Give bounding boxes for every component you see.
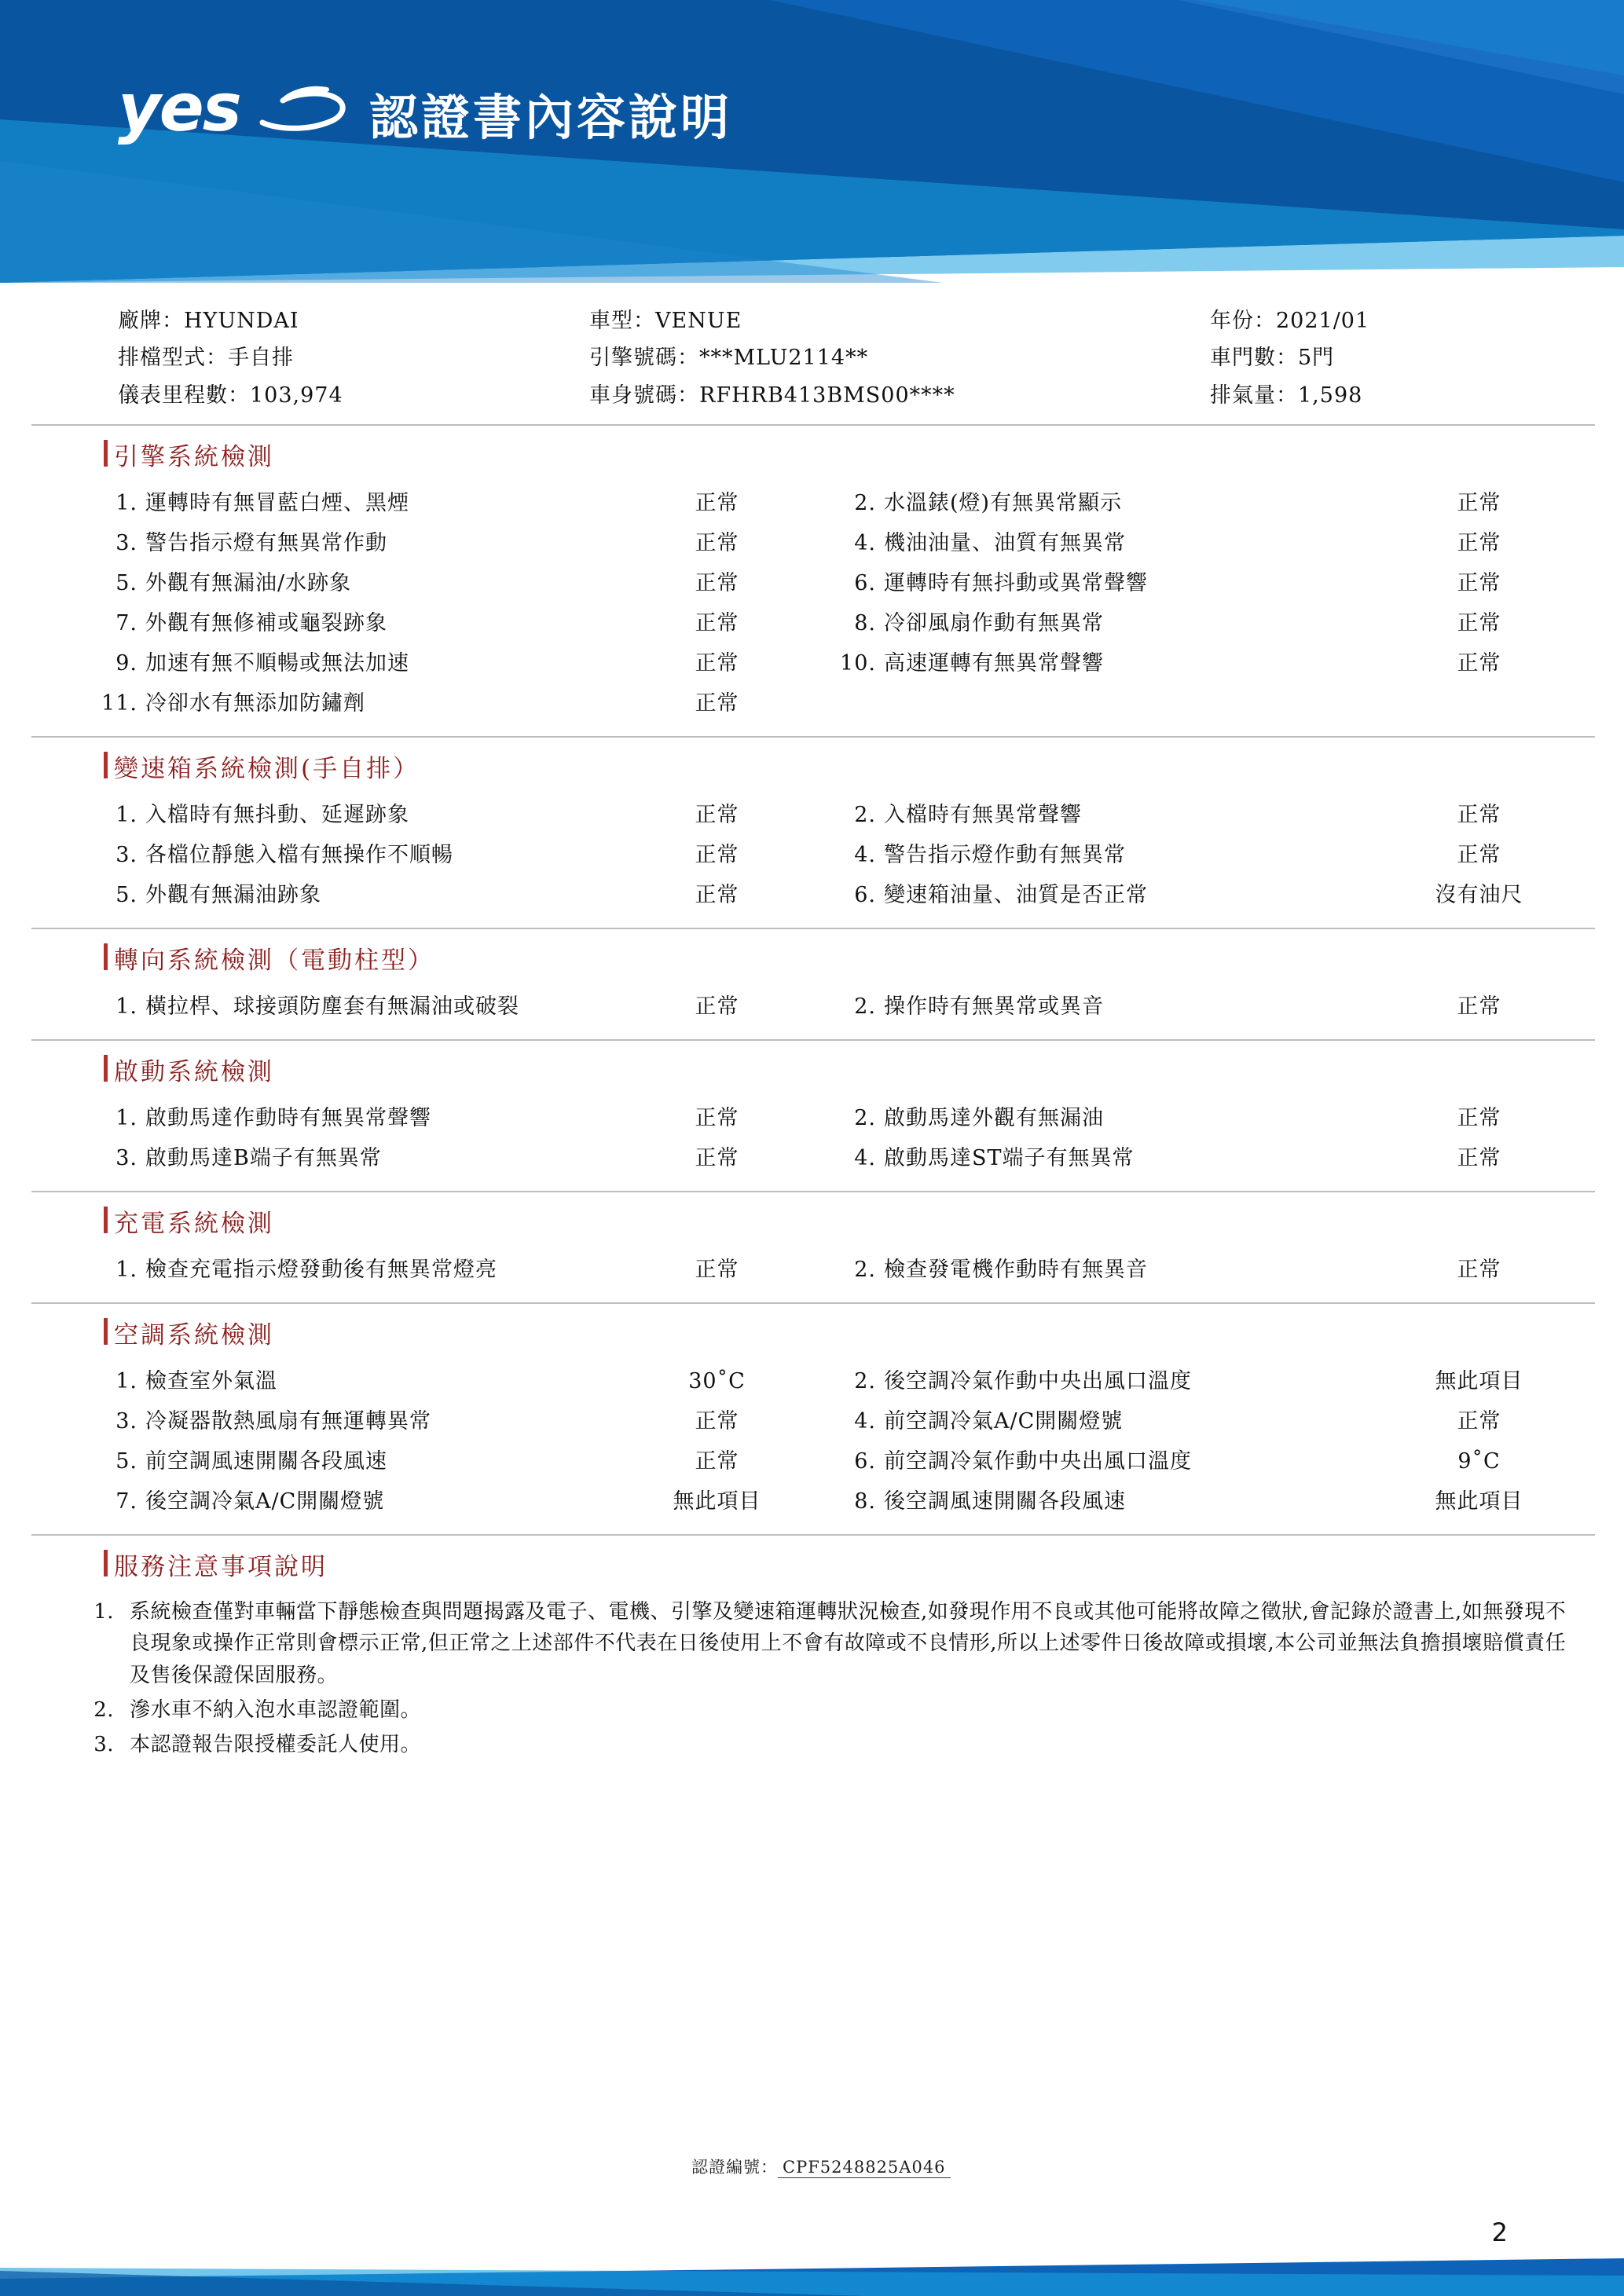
item-number: 1. [115,994,137,1019]
item-result: 正常 [695,994,739,1019]
note-text: 本認證報告限授權委託人使用。 [130,1733,422,1757]
item-result: 正常 [695,1449,739,1474]
note-item [31,1727,1595,1762]
item-number: 2. [854,491,876,515]
item-label: 檢查充電指示燈發動後有無異常燈亮 [145,1258,497,1282]
item-number: 1. [115,1258,137,1282]
section-starter [31,1041,1595,1191]
item-number: 6. [854,883,876,907]
item-number: 2. [854,803,876,827]
item-number: 4. [854,843,876,867]
item-number: 5. [115,883,137,907]
section-engine [31,426,1595,736]
vehicle-info-row [118,339,1509,376]
item-label: 冷卻水有無添加防鏽劑 [145,691,365,716]
item-label: 啟動馬達作動時有無異常聲響 [145,1106,431,1130]
inspection-row [31,603,1595,643]
section-marker-icon [104,1550,108,1576]
note-number: 1. [93,1600,114,1624]
vehicle-info-row [118,302,1509,339]
item-label: 前空調冷氣A/C開關燈號 [884,1409,1124,1434]
vehicle-displacement: 排氣量：1,598 [1210,383,1363,408]
note-number: 2. [93,1697,114,1722]
item-number: 2. [854,1106,876,1130]
item-label: 檢查發電機作動時有無異音 [884,1258,1148,1282]
item-result: 正常 [695,1146,739,1170]
inspection-row [31,835,1595,875]
item-result: 正常 [695,651,739,676]
inspection-row [31,1401,1595,1441]
item-number: 1. [115,491,137,515]
item-label: 檢查室外氣溫 [145,1369,277,1393]
notes-list [31,1590,1595,1762]
item-label: 警告指示燈作動有無異常 [884,843,1126,867]
note-number: 3. [93,1733,114,1757]
item-number: 6. [854,571,876,595]
item-number: 11. [101,691,137,716]
vehicle-info-block [118,302,1509,414]
item-result: 正常 [1457,1409,1501,1434]
page-header [0,0,1624,283]
item-label: 後空調風速開關各段風速 [884,1489,1126,1514]
section-marker-icon [104,1207,108,1233]
item-label: 冷卻風扇作動有無異常 [884,611,1104,635]
section-items [31,792,1595,928]
item-result: 9˚C [1457,1449,1501,1474]
section-items [31,1247,1595,1302]
item-number: 2. [854,994,876,1019]
inspection-row [31,523,1595,563]
vehicle-year: 年份：2021/01 [1210,309,1370,333]
item-result: 正常 [1457,803,1501,827]
section-marker-icon [104,1055,108,1082]
item-number: 2. [854,1258,876,1282]
item-result: 無此項目 [673,1489,761,1514]
inspection-row [31,987,1595,1027]
page-footer [0,2241,1624,2296]
section-charging [31,1192,1595,1302]
section-aircon [31,1304,1595,1534]
page-title: 認證書內容說明 [369,89,733,146]
section-service-notes [31,1536,1595,1762]
vehicle-info-row [118,377,1509,414]
item-result: 正常 [695,691,739,716]
item-label: 啟動馬達外觀有無漏油 [884,1106,1104,1130]
item-label: 前空調風速開關各段風速 [145,1449,387,1474]
section-marker-icon [104,1318,108,1345]
item-result: 正常 [695,611,739,635]
inspection-row [31,683,1595,723]
item-label: 啟動馬達B端子有無異常 [145,1146,382,1170]
item-label: 高速運轉有無異常聲響 [884,651,1104,676]
item-number: 5. [115,571,137,595]
item-result: 正常 [695,571,739,595]
item-result: 正常 [1457,571,1501,595]
item-number: 3. [115,1409,137,1434]
item-result [1387,693,1571,714]
vehicle-mileage: 儀表里程數：103,974 [118,383,343,408]
item-number: 4. [854,1146,876,1170]
item-result: 正常 [695,531,739,555]
item-label: 運轉時有無抖動或異常聲響 [884,571,1148,595]
section-header [31,738,1595,792]
item-number: 10. [840,651,876,676]
item-label: 前空調冷氣作動中央出風口溫度 [884,1449,1192,1474]
section-header [31,1041,1595,1095]
section-title: 充電系統檢測 [114,1210,274,1238]
item-number: 3. [115,1146,137,1170]
item-result: 正常 [695,1106,739,1130]
note-item [31,1595,1595,1693]
section-header [31,1192,1595,1247]
item-number: 5. [115,1449,137,1474]
item-number: 8. [854,611,876,635]
section-header [31,426,1595,480]
item-number: 4. [854,531,876,555]
vehicle-vin: 車身號碼：RFHRB413BMS00**** [589,383,955,408]
item-result: 正常 [1457,1146,1501,1170]
section-marker-icon [104,440,108,467]
inspection-row [31,1361,1595,1401]
section-steering [31,929,1595,1039]
inspection-row [31,1481,1595,1522]
section-title: 引擎系統檢測 [114,443,274,471]
item-number: 9. [115,651,137,676]
item-label: 加速有無不順暢或無法加速 [145,651,409,676]
note-text: 滲水車不納入泡水車認證範圍。 [130,1697,422,1722]
inspection-content [31,424,1595,1762]
item-number: 1. [115,803,137,827]
vehicle-engine-number: 引擎號碼：***MLU2114** [589,346,869,371]
section-transmission [31,738,1595,928]
inspection-row [31,1098,1595,1138]
item-label: 入檔時有無抖動、延遲跡象 [145,803,409,827]
item-result: 正常 [695,1409,739,1434]
section-marker-icon [104,943,108,970]
section-header [31,1536,1595,1590]
item-number: 7. [115,611,137,635]
item-number: 1. [115,1106,137,1130]
note-item [31,1693,1595,1727]
item-number: 8. [854,1489,876,1514]
item-label: 操作時有無異常或異音 [884,994,1104,1019]
logo-text: yes [118,69,240,146]
item-label [884,693,1387,714]
section-items [31,1095,1595,1191]
item-label: 後空調冷氣作動中央出風口溫度 [884,1369,1192,1393]
certificate-number: CPF5248825A046 [778,2158,951,2178]
inspection-row [31,1138,1595,1178]
item-number: 4. [854,1409,876,1434]
section-marker-icon [104,752,108,778]
item-label: 變速箱油量、油質是否正常 [884,883,1148,907]
vehicle-door-count: 車門數：5門 [1210,346,1335,371]
section-title: 轉向系統檢測（電動柱型） [114,947,434,975]
item-result: 正常 [1457,611,1501,635]
item-label: 各檔位靜態入檔有無操作不順暢 [145,843,453,867]
item-result: 無此項目 [1435,1369,1523,1393]
item-result: 正常 [695,803,739,827]
inspection-row [31,1441,1595,1481]
section-header [31,929,1595,983]
vehicle-brand: 廠牌：HYUNDAI [118,309,299,333]
item-result: 正常 [695,883,739,907]
inspection-row [31,483,1595,523]
item-result: 正常 [1457,1106,1501,1130]
item-label: 後空調冷氣A/C開關燈號 [145,1489,385,1514]
item-number: 3. [115,843,137,867]
item-number: 1. [115,1369,137,1393]
section-header [31,1304,1595,1358]
page-number: 2 [1491,2217,1508,2247]
item-label: 警告指示燈有無異常作動 [145,531,387,555]
item-result: 正常 [695,491,739,515]
footer-graphic [0,2241,1624,2296]
item-result: 無此項目 [1435,1489,1523,1514]
item-result: 正常 [695,1258,739,1282]
vehicle-transmission: 排檔型式：手自排 [118,346,294,371]
item-label: 入檔時有無異常聲響 [884,803,1082,827]
section-title: 啟動系統檢測 [114,1058,274,1086]
item-number: 7. [115,1489,137,1514]
item-result: 正常 [1457,843,1501,867]
item-result: 沒有油尺 [1435,883,1523,907]
item-number: 6. [854,1449,876,1474]
header-graphic [0,0,1624,283]
item-result: 正常 [695,843,739,867]
note-text: 系統檢查僅對車輛當下靜態檢查與問題揭露及電子、電機、引擎及變速箱運轉狀況檢查,如發現作用不良或其他可能將故障之徵狀,會記錄於證書上,如無發現不良現象或操作正常則會標示正常,但正常之上述部件不代表在日後使用上不會有故障或不良情形,所以上述零件日後故障或損壞,本公司並無法負擔損壞賠償責任及售後保證保固服務。 [130,1600,1567,1687]
item-result: 正常 [1457,651,1501,676]
item-label: 機油油量、油質有無異常 [884,531,1126,555]
certificate-number-line [691,2155,951,2178]
item-result: 正常 [1457,531,1501,555]
vehicle-model: 車型：VENUE [589,309,742,333]
item-label: 啟動馬達ST端子有無異常 [884,1146,1135,1170]
item-result: 30˚C [688,1369,746,1393]
item-result: 正常 [1457,1258,1501,1282]
section-title: 服務注意事項說明 [114,1553,328,1581]
item-number [786,693,884,714]
inspection-row [31,795,1595,835]
item-result: 正常 [1457,491,1501,515]
section-items [31,480,1595,736]
inspection-row [31,643,1595,683]
item-label: 運轉時有無冒藍白煙、黑煙 [145,491,409,515]
section-items [31,1358,1595,1534]
inspection-row [31,875,1595,915]
brand-logo [118,69,354,146]
item-number: 3. [115,531,137,555]
item-number: 2. [854,1369,876,1393]
inspection-row [31,563,1595,603]
item-result: 正常 [1457,994,1501,1019]
item-label: 外觀有無修補或龜裂跡象 [145,611,387,635]
section-title: 空調系統檢測 [114,1321,274,1349]
item-label: 外觀有無漏油/水跡象 [145,571,352,595]
item-label: 水溫錶(燈)有無異常顯示 [884,491,1123,515]
car-swoosh-icon [259,80,354,135]
item-label: 外觀有無漏油跡象 [145,883,321,907]
certificate-label: 認證編號： [691,2158,778,2177]
item-label: 冷凝器散熱風扇有無運轉異常 [145,1409,431,1434]
inspection-row [31,1250,1595,1290]
section-title: 變速箱系統檢測(手自排） [114,755,420,783]
section-items [31,983,1595,1039]
item-label: 橫拉桿、球接頭防塵套有無漏油或破裂 [145,994,519,1019]
